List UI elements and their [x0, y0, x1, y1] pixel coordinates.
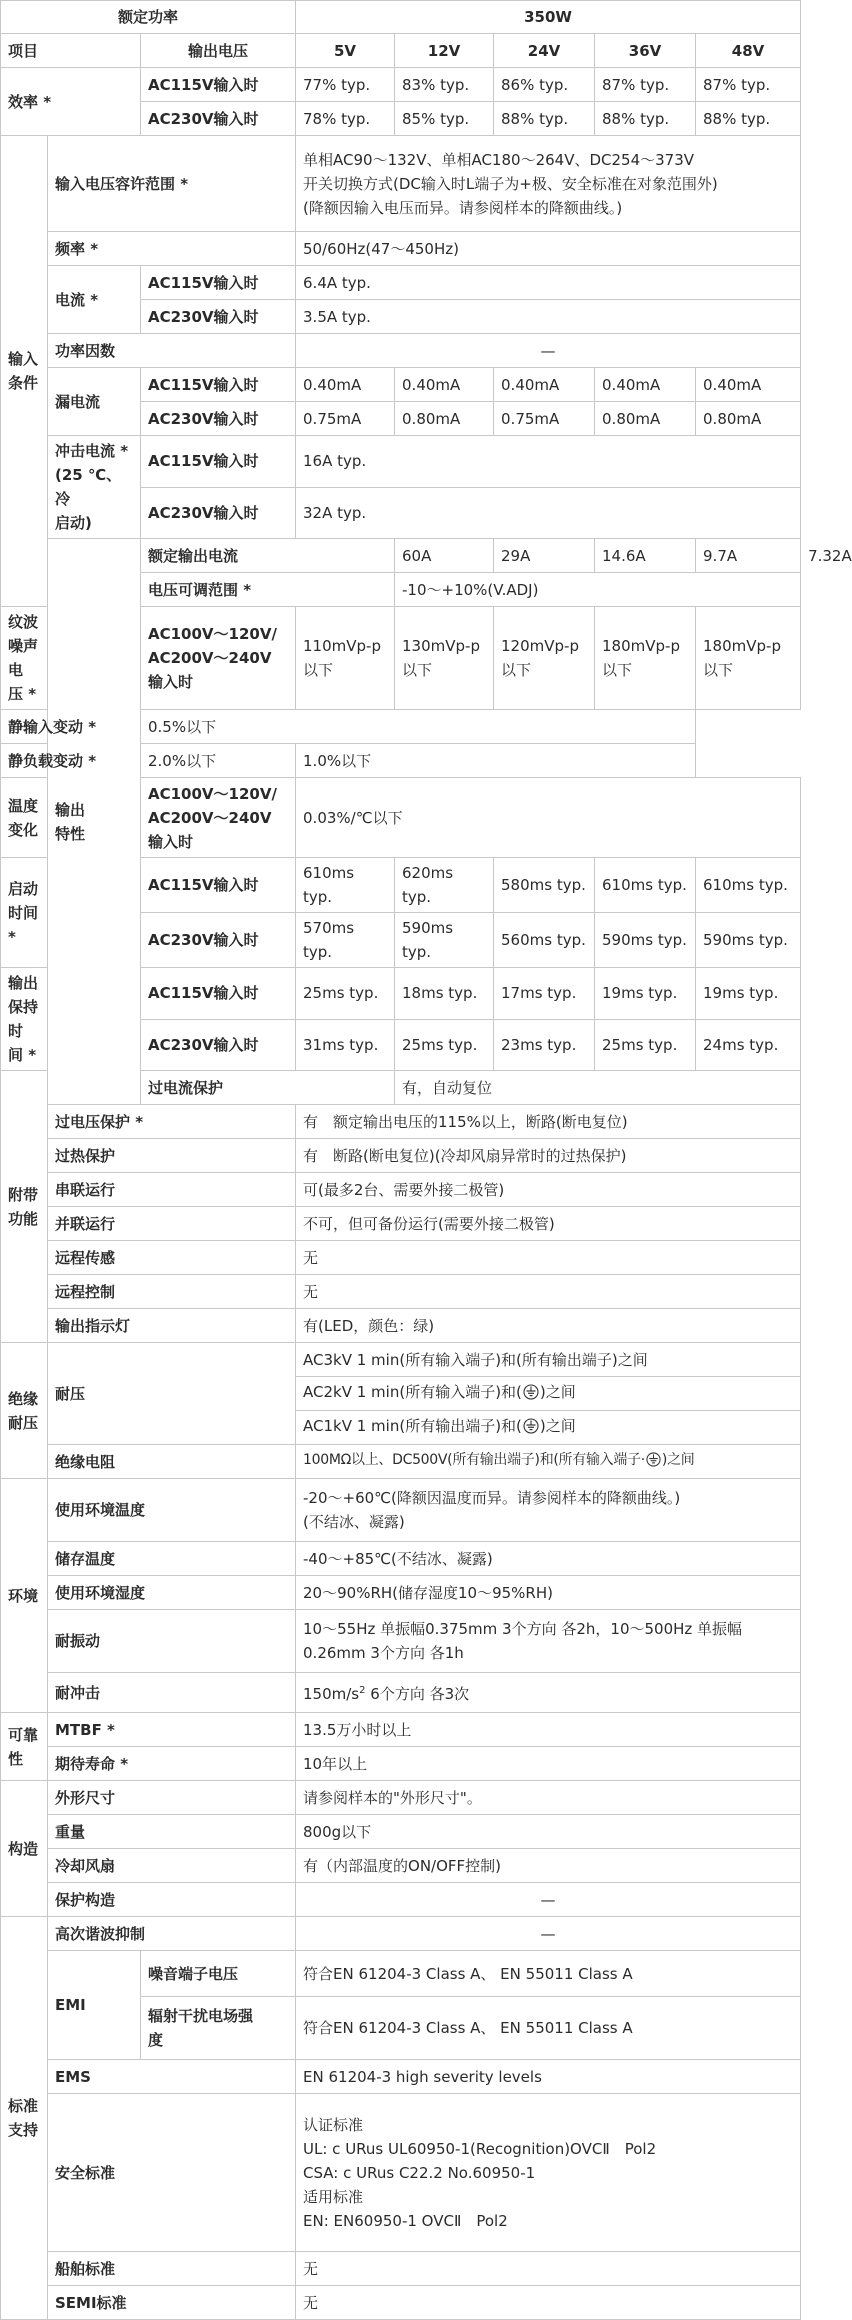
- leakage-value: 0.80mA: [595, 402, 696, 436]
- withstand-value: AC1kV 1 min(所有输出端子)和( )之间: [296, 1411, 801, 1445]
- inrush-value: 16A typ.: [296, 436, 801, 488]
- dimensions-value: 请参阅样本的"外形尺寸"。: [296, 1781, 801, 1815]
- static-input-value: 0.5%以下: [141, 710, 696, 744]
- ripple-value: 180mVp-p 以下: [696, 607, 801, 710]
- current-value: 6.4A typ.: [296, 266, 801, 300]
- mtbf-label: MTBF *: [48, 1713, 296, 1747]
- construction-group-label: 构造: [1, 1781, 48, 1917]
- output-voltage-header: 输出电压: [141, 34, 296, 68]
- power-factor-label: 功率因数: [48, 334, 296, 368]
- accessory-item-label: 输出指示灯: [48, 1309, 296, 1343]
- hold-time-value: 25ms typ.: [595, 1019, 696, 1071]
- operating-temp-value: -20～+60℃(降额因温度而异。请参阅样本的降额曲线。) (不结冰、凝露): [296, 1479, 801, 1542]
- accessory-item-value: 有 断路(断电复位)(冷却风扇异常时的过热保护): [296, 1139, 801, 1173]
- efficiency-value: 88% typ.: [494, 102, 595, 136]
- withstand-value: AC3kV 1 min(所有输入端子)和(所有输出端子)之间: [296, 1343, 801, 1377]
- life-expectancy-value: 10年以上: [296, 1747, 801, 1781]
- vibration-label: 耐振动: [48, 1610, 296, 1673]
- condition-label: AC230V输入时: [141, 402, 296, 436]
- accessory-item-value: 有 额定输出电压的115%以上，断路(断电复位): [296, 1105, 801, 1139]
- static-load-value: 2.0%以下: [141, 744, 296, 778]
- harmonic-label: 高次谐波抑制: [48, 1917, 296, 1951]
- current-label: 电流 *: [48, 266, 141, 334]
- hold-time-value: 17ms typ.: [494, 968, 595, 1020]
- startup-value: 610ms typ.: [595, 858, 696, 913]
- cooling-fan-label: 冷却风扇: [48, 1849, 296, 1883]
- humidity-label: 使用环境湿度: [48, 1576, 296, 1610]
- life-expectancy-label: 期待寿命 *: [48, 1747, 296, 1781]
- accessory-item-label: 过电压保护 *: [48, 1105, 296, 1139]
- efficiency-value: 77% typ.: [296, 68, 395, 102]
- reliability-group-label: 可靠 性: [1, 1713, 48, 1781]
- startup-value: 570ms typ.: [296, 913, 395, 968]
- efficiency-value: 87% typ.: [595, 68, 696, 102]
- hold-time-value: 19ms typ.: [595, 968, 696, 1020]
- power-factor-value: —: [296, 334, 801, 368]
- startup-value: 580ms typ.: [494, 858, 595, 913]
- input-group-label: 输入 条件: [1, 136, 48, 607]
- humidity-value: 20～90%RH(储存湿度10～95%RH): [296, 1576, 801, 1610]
- startup-value: 590ms typ.: [395, 913, 494, 968]
- shock-label: 耐冲击: [48, 1673, 296, 1713]
- voltage-adj-value: -10～+10%(V.ADJ): [395, 573, 801, 607]
- efficiency-label: 效率 *: [1, 68, 141, 136]
- ground-icon: [646, 1451, 661, 1475]
- ripple-label: 纹波噪声电 压 *: [1, 607, 48, 710]
- marine-label: 船舶标准: [48, 2252, 296, 2286]
- efficiency-value: 87% typ.: [696, 68, 801, 102]
- rated-current-value: 14.6A: [595, 539, 696, 573]
- hold-time-label: 输出保持时 间 *: [1, 968, 48, 1071]
- current-value: 3.5A typ.: [296, 300, 801, 334]
- accessory-item-label: 过电流保护: [141, 1071, 395, 1105]
- emi-label: EMI: [48, 1951, 141, 2060]
- leakage-value: 0.40mA: [595, 368, 696, 402]
- startup-value: 610ms typ.: [696, 858, 801, 913]
- startup-value: 620ms typ.: [395, 858, 494, 913]
- condition-label: AC115V输入时: [141, 968, 296, 1020]
- rated-current-value: 29A: [494, 539, 595, 573]
- accessory-item-label: 过热保护: [48, 1139, 296, 1173]
- ems-label: EMS: [48, 2060, 296, 2094]
- efficiency-value: 83% typ.: [395, 68, 494, 102]
- startup-label: 启动时间 *: [1, 858, 48, 968]
- accessory-item-label: 远程控制: [48, 1275, 296, 1309]
- ripple-value: 120mVp-p 以下: [494, 607, 595, 710]
- dimensions-label: 外形尺寸: [48, 1781, 296, 1815]
- ripple-value: 130mVp-p 以下: [395, 607, 494, 710]
- input-tolerance-label: 输入电压容许范围 *: [48, 136, 296, 232]
- leakage-value: 0.75mA: [494, 402, 595, 436]
- leakage-value: 0.80mA: [395, 402, 494, 436]
- static-load-label: 静负载变动 *: [1, 744, 141, 778]
- emi-radiated-label: 辐射干扰电场强 度: [141, 1997, 296, 2060]
- voltage-adj-label: 电压可调范围 *: [141, 573, 395, 607]
- condition-label: AC115V输入时: [141, 368, 296, 402]
- voltage-header: 12V: [395, 34, 494, 68]
- storage-temp-value: -40～+85℃(不结冰、凝露): [296, 1542, 801, 1576]
- hold-time-value: 19ms typ.: [696, 968, 801, 1020]
- operating-temp-label: 使用环境温度: [48, 1479, 296, 1542]
- cooling-fan-value: 有（内部温度的ON/OFF控制): [296, 1849, 801, 1883]
- hold-time-value: 23ms typ.: [494, 1019, 595, 1071]
- frequency-value: 50/60Hz(47～450Hz): [296, 232, 801, 266]
- startup-value: 590ms typ.: [595, 913, 696, 968]
- condition-label: AC115V输入时: [141, 436, 296, 488]
- safety-value: 认证标准 UL: c URus UL60950-1(Recognition)OVCⅡ Pol2 CSA: c URus C22.2 No.60950-1 适用标准 EN: EN60950-1 OVCⅡ Pol2: [296, 2094, 801, 2252]
- ripple-value: 110mVp-p 以下: [296, 607, 395, 710]
- accessory-group-label: 附带 功能: [1, 1071, 48, 1343]
- rated-power-label: 额定功率: [1, 1, 296, 34]
- protection-label: 保护构造: [48, 1883, 296, 1917]
- spec-table: 额定功率 350W 项目 输出电压 5V 12V 24V 36V 48V 效率 * AC115V输入时 77% typ. 83% typ. 86% typ. 87% typ. 87% typ. AC230V输入时 78% typ. 85% typ. 88% typ. 88% typ. 88% typ. 输入 条件 输入电压容许范围 * 单相AC90～132V、单相AC180～264V、DC254～373V 开关切换方式(DC输入时L端子为+极、安全标准在对象范围外) (降额因输入电压而异。请参阅样本的降额曲线。) 频率 * 50/60Hz(47～450Hz) 电流 * AC115V输入时 6.4A typ. AC230V输入时 3.5A typ. 功率因数 — 漏电流 AC115V输入时 0.40mA 0.40mA 0.40mA 0.40mA 0.40mA AC230V输入时 0.75mA 0.80mA 0.75mA 0.80mA 0.80mA 冲击电流 * (25 ℃、冷 启动) AC115V输入时 16A typ. AC230V输入时 32A typ. 输出 特性 额定输出电流 60A 29A 14.6A 9.7A 7.32A 电压可调范围 * -10～+10%(V.ADJ) 纹波噪声电 压 * AC100V～120V/ AC200V～240V 输入时 110mVp-p 以下 130mVp-p 以下 120mVp-p 以下 180mVp-p 以下 180mVp-p 以下 静输入变动 * 0.5%以下 静负载变动 * 2.0%以下 1.0%以下 温度变化 AC100V～120V/ AC200V～240V 输入时 0.03%/℃以下 启动时间 * AC115V输入时 610ms typ. 620ms typ. 580ms typ. 610ms typ. 610ms typ. AC230V输入时 570ms typ. 590ms typ. 560ms typ. 590ms typ. 590ms typ. 输出保持时 间 * AC115V输入时 25ms typ. 18ms typ. 17ms typ. 19ms typ. 19ms typ. AC230V输入时 31ms typ. 25ms typ. 23ms typ. 25ms typ. 24ms typ. 附带 功能 过电流保护 有，自动复位 过电压保护 * 有 额定输出电压的115%以上，断路(断电复位) 过热保护 有 断路(断电复位)(冷却风扇异常时的过热保护) 串联运行 可(最多2台、需要外接二极管) 并联运行 不可，但可备份运行(需要外接二极管) 远程传感 无 远程控制 无 输出指示灯 有(LED，颜色：绿) 绝缘 耐压 耐压 AC3kV 1 min(所有输入端子)和(所有输出端子)之间 AC2kV 1 min(所有输入端子)和( )之间 AC1kV 1 min(所有输出端子)和( )之间 绝缘电阻 100MΩ以上、DC500V(所有输出端子)和(所有输入端子· )之间 环境 使用环境温度 -20～+60℃(降额因温度而异。请参阅样本的降额曲线。) (不结冰、凝露) 储存温度 -40～+85℃(不结冰、凝露) 使用环境湿度 20～90%RH(储存湿度10～95%RH) 耐振动 10～55Hz 单振幅0.375mm 3个方向 各2h，10～500Hz 单振幅 0.26mm 3个方向 各1h 耐冲击 $150m/s^2$ 6个方向 各3次 可靠 性 MTBF * 13.5万小时以上 期待寿命 * 10年以上 构造 外形尺寸 请参阅样本的"外形尺寸"。 重量 800g以下 冷却风扇 有（内部温度的ON/OFF控制) 保护构造 — 标准 支持 高次谐波抑制 — EMI 噪音端子电压 符合EN 61204-3 Class A、 EN 55011 Class A 辐射干扰电场强 度 符合EN 61204-3 Class A、 EN 55011 Class A EMS EN 61204-3 high severity levels 安全标准 认证标准 UL: c URus UL60950-1(Recognition)OVCⅡ Pol2 CSA: c URus C22.2 No.60950-1 适用标准 EN: EN60950-1 OVCⅡ Pol2 船舶标准 无 SEMI标准 无: [0, 0, 801, 2320]
- leakage-value: 0.80mA: [696, 402, 801, 436]
- hold-time-value: 25ms typ.: [296, 968, 395, 1020]
- accessory-item-value: 无: [296, 1275, 801, 1309]
- leakage-value: 0.75mA: [296, 402, 395, 436]
- leakage-label: 漏电流: [48, 368, 141, 436]
- insulation-group-label: 绝缘 耐压: [1, 1343, 48, 1479]
- ground-icon: [523, 1383, 539, 1407]
- condition-label: AC230V输入时: [141, 913, 296, 968]
- safety-label: 安全标准: [48, 2094, 296, 2252]
- accessory-item-value: 不可，但可备份运行(需要外接二极管): [296, 1207, 801, 1241]
- ems-value: EN 61204-3 high severity levels: [296, 2060, 801, 2094]
- condition-label: AC230V输入时: [141, 487, 296, 539]
- marine-value: 无: [296, 2252, 801, 2286]
- withstand-label: 耐压: [48, 1343, 296, 1445]
- condition-label: AC230V输入时: [141, 102, 296, 136]
- voltage-header: 48V: [696, 34, 801, 68]
- emi-radiated-value: 符合EN 61204-3 Class A、 EN 55011 Class A: [296, 1997, 801, 2060]
- mtbf-value: 13.5万小时以上: [296, 1713, 801, 1747]
- insulation-resistance-value: 100MΩ以上、DC500V(所有输出端子)和(所有输入端子· )之间: [296, 1445, 801, 1479]
- storage-temp-label: 储存温度: [48, 1542, 296, 1576]
- efficiency-value: 86% typ.: [494, 68, 595, 102]
- accessory-item-value: 有(LED，颜色：绿): [296, 1309, 801, 1343]
- condition-label: AC100V～120V/ AC200V～240V 输入时: [141, 778, 296, 858]
- withstand-value: AC2kV 1 min(所有输入端子)和( )之间: [296, 1377, 801, 1411]
- voltage-header: 24V: [494, 34, 595, 68]
- static-load-value: 1.0%以下: [296, 744, 696, 778]
- efficiency-value: 85% typ.: [395, 102, 494, 136]
- inrush-value: 32A typ.: [296, 487, 801, 539]
- temp-drift-label: 温度变化: [1, 778, 48, 858]
- voltage-header: 36V: [595, 34, 696, 68]
- startup-value: 590ms typ.: [696, 913, 801, 968]
- condition-label: AC115V输入时: [141, 68, 296, 102]
- condition-label: AC115V输入时: [141, 266, 296, 300]
- rated-power-value: 350W: [296, 1, 801, 34]
- emi-conducted-label: 噪音端子电压: [141, 1951, 296, 1997]
- harmonic-value: —: [296, 1917, 801, 1951]
- efficiency-value: 88% typ.: [595, 102, 696, 136]
- leakage-value: 0.40mA: [494, 368, 595, 402]
- environment-group-label: 环境: [1, 1479, 48, 1713]
- accessory-item-value: 无: [296, 1241, 801, 1275]
- temp-drift-value: 0.03%/℃以下: [296, 778, 801, 858]
- hold-time-value: 25ms typ.: [395, 1019, 494, 1071]
- accessory-item-label: 远程传感: [48, 1241, 296, 1275]
- accessory-item-value: 可(最多2台、需要外接二极管): [296, 1173, 801, 1207]
- inrush-label: 冲击电流 * (25 ℃、冷 启动): [48, 436, 141, 539]
- hold-time-value: 18ms typ.: [395, 968, 494, 1020]
- static-input-label: 静输入变动 *: [1, 710, 141, 744]
- standards-group-label: 标准 支持: [1, 1917, 48, 2320]
- rated-current-label: 额定输出电流: [141, 539, 395, 573]
- rated-current-value: 60A: [395, 539, 494, 573]
- weight-value: 800g以下: [296, 1815, 801, 1849]
- insulation-resistance-label: 绝缘电阻: [48, 1445, 296, 1479]
- semi-label: SEMI标准: [48, 2286, 296, 2320]
- ripple-value: 180mVp-p 以下: [595, 607, 696, 710]
- condition-label: AC230V输入时: [141, 300, 296, 334]
- semi-value: 无: [296, 2286, 801, 2320]
- accessory-item-label: 串联运行: [48, 1173, 296, 1207]
- item-header: 项目: [1, 34, 141, 68]
- leakage-value: 0.40mA: [296, 368, 395, 402]
- emi-conducted-value: 符合EN 61204-3 Class A、 EN 55011 Class A: [296, 1951, 801, 1997]
- startup-value: 560ms typ.: [494, 913, 595, 968]
- weight-label: 重量: [48, 1815, 296, 1849]
- rated-current-value: 9.7A: [696, 539, 801, 573]
- leakage-value: 0.40mA: [696, 368, 801, 402]
- frequency-label: 频率 *: [48, 232, 296, 266]
- output-group-label: 输出 特性: [48, 539, 141, 1105]
- efficiency-value: 78% typ.: [296, 102, 395, 136]
- leakage-value: 0.40mA: [395, 368, 494, 402]
- vibration-value: 10～55Hz 单振幅0.375mm 3个方向 各2h，10～500Hz 单振幅 0.26mm 3个方向 各1h: [296, 1610, 801, 1673]
- condition-label: AC230V输入时: [141, 1019, 296, 1071]
- accessory-item-label: 并联运行: [48, 1207, 296, 1241]
- condition-label: AC100V～120V/ AC200V～240V 输入时: [141, 607, 296, 710]
- startup-value: 610ms typ.: [296, 858, 395, 913]
- protection-value: —: [296, 1883, 801, 1917]
- ground-icon: [523, 1417, 539, 1441]
- voltage-header: 5V: [296, 34, 395, 68]
- accessory-item-value: 有，自动复位: [395, 1071, 801, 1105]
- hold-time-value: 24ms typ.: [696, 1019, 801, 1071]
- shock-value: $150m/s^2$ 6个方向 各3次: [296, 1673, 801, 1713]
- input-tolerance-value: 单相AC90～132V、单相AC180～264V、DC254～373V 开关切换方式(DC输入时L端子为+极、安全标准在对象范围外) (降额因输入电压而异。请参阅样本的降额曲线。): [296, 136, 801, 232]
- efficiency-value: 88% typ.: [696, 102, 801, 136]
- hold-time-value: 31ms typ.: [296, 1019, 395, 1071]
- condition-label: AC115V输入时: [141, 858, 296, 913]
